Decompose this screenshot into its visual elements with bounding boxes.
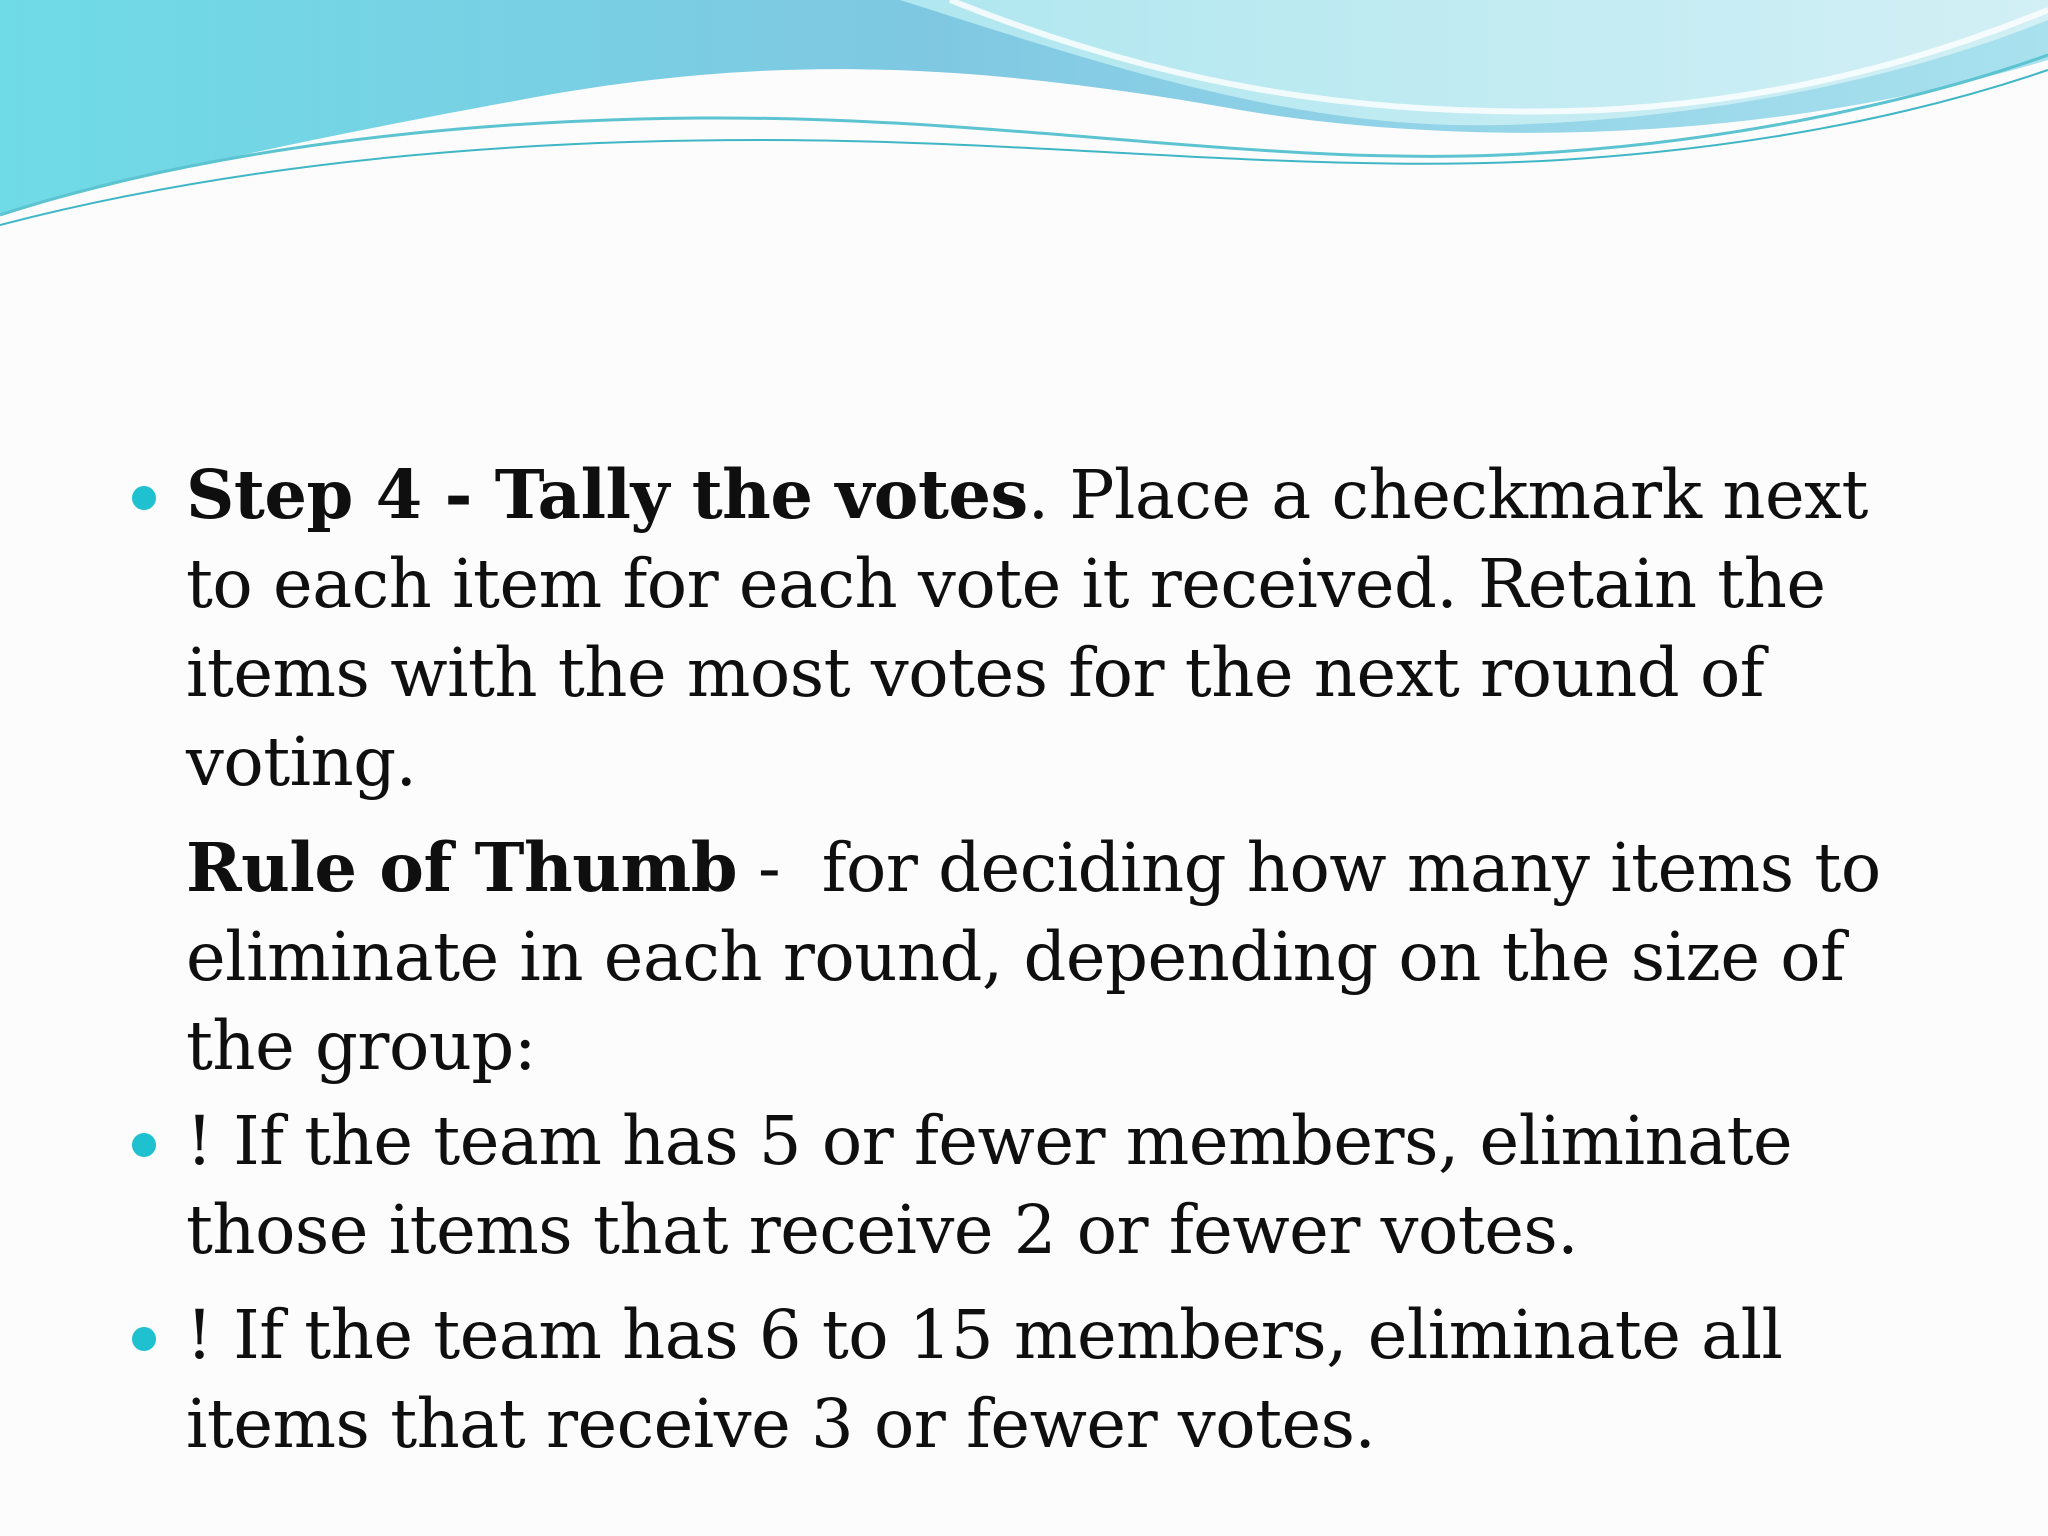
bullet-text: ! If the team has 6 to 15 members, eliminate all items that receive 3 or fewer votes. xyxy=(186,1296,1783,1463)
bullet-text: ! If the team has 5 or fewer members, eliminate those items that receive 2 or fewer votes. xyxy=(186,1102,1793,1269)
bullet-medium-team xyxy=(128,1291,1908,1469)
rule-label: Rule of Thumb xyxy=(186,828,738,907)
bullet-dot-icon xyxy=(132,1327,156,1351)
rule-separator: - xyxy=(737,829,822,907)
bullet-step4 xyxy=(128,450,1908,807)
step-text: . Place a checkmark next to each item for each vote it received. Retain the items with the most votes for the next round of voting. xyxy=(186,456,1868,801)
slide-body xyxy=(128,450,1908,1469)
rule-text: for deciding how many items to eliminate in each round, depending on the size of the group: xyxy=(186,829,1881,1085)
wave-header-decoration xyxy=(0,0,2048,240)
rule-of-thumb-paragraph xyxy=(128,823,1908,1091)
step-label: Step 4 - Tally the votes xyxy=(186,455,1028,534)
bullet-dot-icon xyxy=(132,1133,156,1157)
bullet-small-team xyxy=(128,1097,1908,1275)
bullet-dot-icon xyxy=(132,486,156,510)
